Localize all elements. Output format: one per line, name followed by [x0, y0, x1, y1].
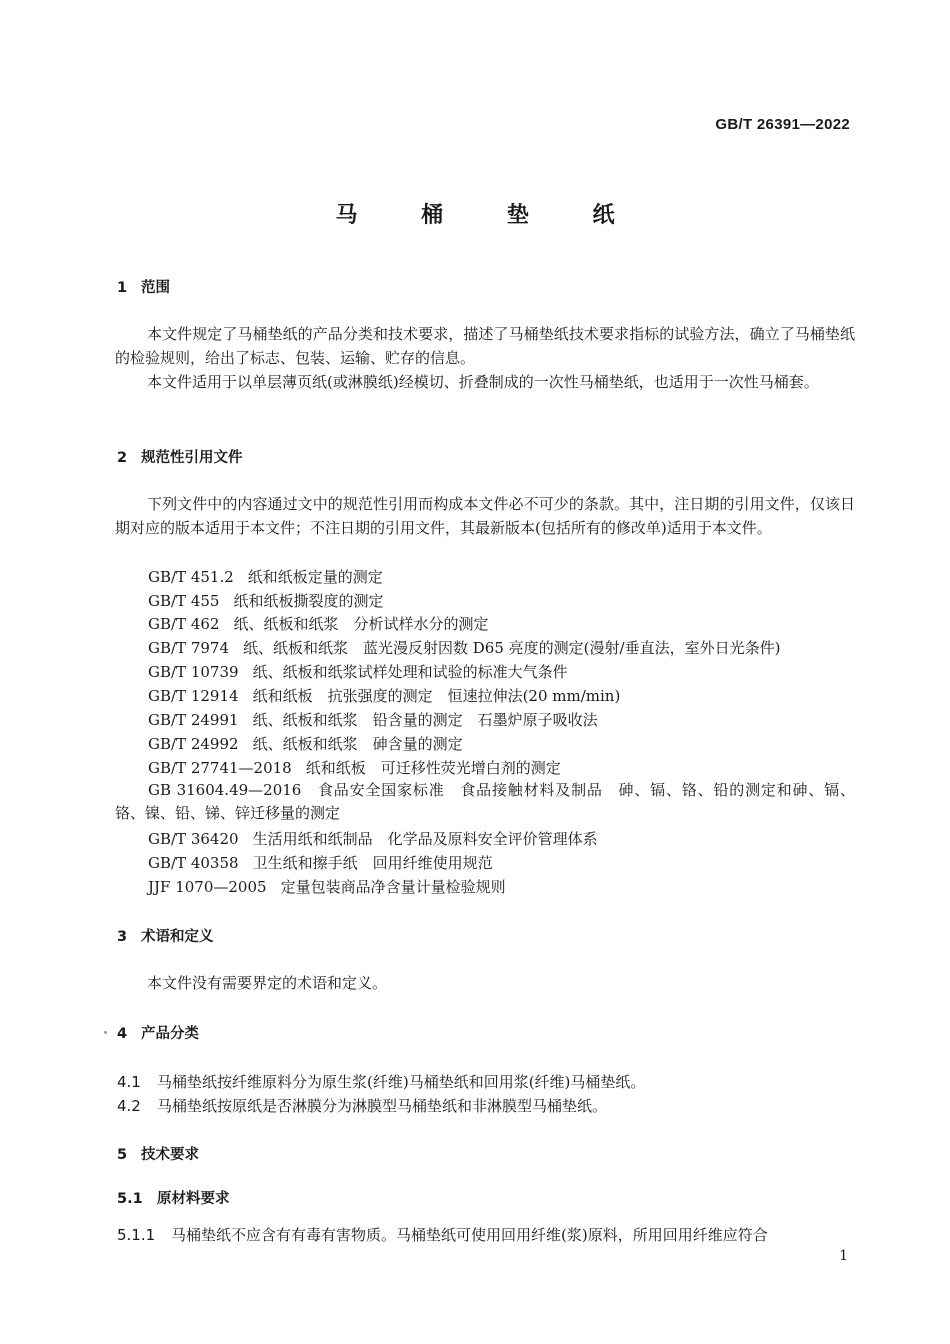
reference-item	[148, 733, 463, 754]
clause-text: 马桶垫纸按原纸是否淋膜分为淋膜型马桶垫纸和非淋膜型马桶垫纸。	[157, 1097, 608, 1115]
section-number: 4	[117, 1026, 128, 1042]
reference-code: GB/T 36420	[148, 830, 239, 848]
section-1-heading	[117, 276, 170, 297]
reference-code: GB/T 7974	[148, 639, 230, 657]
reference-title: 生活用纸和纸制品 化学品及原料安全评价管理体系	[252, 830, 598, 848]
reference-title: 纸和纸板定量的测定	[247, 568, 383, 586]
reference-item	[148, 566, 383, 587]
document-title: 马 桶 垫 纸	[335, 203, 643, 228]
section-title: 产品分类	[141, 1026, 199, 1042]
section-1-paragraph-1: 本文件规定了马桶垫纸的产品分类和技术要求，描述了马桶垫纸技术要求指标的试验方法，确立了马桶垫纸的检验规则，给出了标志、包装、运输、贮存的信息。	[115, 325, 855, 367]
section-number: 3	[117, 929, 128, 945]
section-number: 5	[117, 1147, 128, 1163]
clause-text: 马桶垫纸不应含有有毒有害物质。马桶垫纸可使用回用纤维(浆)原料，所用回用纤维应符合	[171, 1226, 768, 1244]
reference-code: GB/T 27741—2018	[148, 759, 292, 777]
reference-item	[148, 709, 598, 730]
reference-title: 纸和纸板 可迁移性荧光增白剂的测定	[305, 759, 561, 777]
reference-item	[148, 852, 493, 873]
section-title: 范围	[141, 280, 170, 296]
clause-number: 4.2	[117, 1097, 141, 1115]
clause-5-1-1	[117, 1224, 768, 1245]
reference-code: GB/T 24991	[148, 711, 239, 729]
reference-code: GB/T 462	[148, 615, 220, 633]
reference-item	[148, 876, 506, 897]
clause-text: 马桶垫纸按纤维原料分为原生浆(纤维)马桶垫纸和回用浆(纤维)马桶垫纸。	[157, 1073, 646, 1091]
clause-number: 4.1	[117, 1073, 141, 1091]
reference-title: 卫生纸和擦手纸 回用纤维使用规范	[252, 854, 493, 872]
section-2-heading	[117, 446, 243, 467]
standard-code: GB/T 26391—2022	[715, 116, 850, 133]
reference-item	[148, 661, 568, 682]
reference-code: GB/T 40358	[148, 854, 239, 872]
reference-item	[148, 590, 383, 611]
reference-code: GB/T 455	[148, 592, 220, 610]
subsection-title: 原材料要求	[157, 1191, 230, 1207]
subsection-number: 5.1	[117, 1191, 143, 1207]
scan-speck	[104, 1031, 107, 1034]
section-title: 规范性引用文件	[141, 450, 243, 466]
subsection-5-1-heading	[117, 1187, 230, 1208]
reference-item	[148, 757, 561, 778]
section-title: 技术要求	[141, 1147, 199, 1163]
section-5-heading	[117, 1143, 199, 1164]
reference-item	[148, 637, 780, 658]
reference-title: 定量包装商品净含量计量检验规则	[280, 878, 506, 896]
reference-title: 纸、纸板和纸浆 砷含量的测定	[252, 735, 463, 753]
reference-code: GB/T 451.2	[148, 568, 234, 586]
reference-title: 纸、纸板和纸浆 蓝光漫反射因数 D65 亮度的测定(漫射/垂直法，室外日光条件)	[243, 639, 781, 657]
clause-4-1	[117, 1071, 645, 1092]
reference-title: 纸和纸板撕裂度的测定	[233, 592, 384, 610]
page-number: 1	[839, 1248, 848, 1264]
section-2-intro: 下列文件中的内容通过文中的规范性引用而构成本文件必不可少的条款。其中，注日期的引用文件，仅该日期对应的版本适用于本文件；不注日期的引用文件，其最新版本(包括所有的修改单)适用于本文件。	[115, 495, 855, 537]
reference-item-long: GB 31604.49—2016 食品安全国家标准 食品接触材料及制品 砷、镉、铬、铅的测定和砷、镉、铬、镍、铅、锑、锌迁移量的测定	[115, 781, 855, 822]
reference-code: JJF 1070—2005	[148, 878, 267, 896]
section-number: 2	[117, 450, 128, 466]
section-1-paragraph-2: 本文件适用于以单层薄页纸(或淋膜纸)经模切、折叠制成的一次性马桶垫纸，也适用于一次性马桶套。	[147, 373, 819, 391]
reference-title: 纸、纸板和纸浆 分析试样水分的测定	[233, 615, 489, 633]
section-number: 1	[117, 280, 128, 296]
reference-item	[148, 685, 620, 706]
reference-item	[148, 613, 488, 634]
section-title: 术语和定义	[141, 929, 214, 945]
reference-code: GB/T 12914	[148, 687, 239, 705]
reference-code: GB/T 24992	[148, 735, 239, 753]
clause-number: 5.1.1	[117, 1226, 156, 1244]
section-3-heading	[117, 925, 214, 946]
clause-4-2	[117, 1095, 607, 1116]
reference-title: 纸、纸板和纸浆试样处理和试验的标准大气条件	[252, 663, 568, 681]
section-4-heading	[117, 1022, 199, 1043]
reference-title: 纸、纸板和纸浆 铅含量的测定 石墨炉原子吸收法	[252, 711, 598, 729]
section-3-text: 本文件没有需要界定的术语和定义。	[147, 974, 388, 992]
reference-title: 纸和纸板 抗张强度的测定 恒速拉伸法(20 mm/min)	[252, 687, 621, 705]
reference-code: GB/T 10739	[148, 663, 239, 681]
reference-item	[148, 828, 598, 849]
